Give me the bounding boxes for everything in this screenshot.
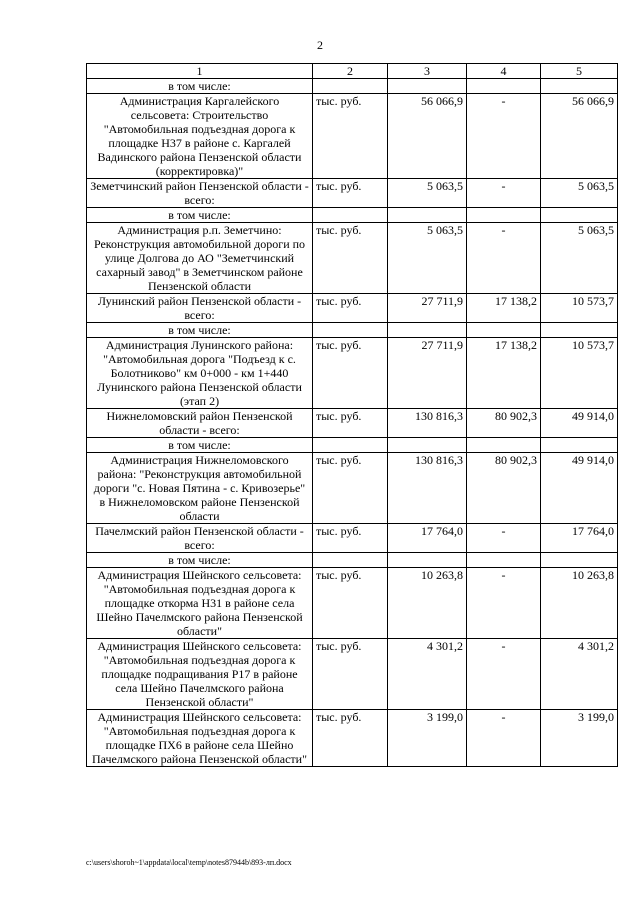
column-header: 4 xyxy=(467,64,541,79)
regional-amount-cell: 5 063,5 xyxy=(541,179,618,208)
subtotal-label-row xyxy=(87,208,618,223)
description-cell: Администрация Нижнеломовского района: "Реконструкция автомобильной дороги "с. Новая Пятина - с. Кривозерье" в Нижнеломовском районе Пензенской области xyxy=(87,453,313,524)
description-cell: Администрация р.п. Земетчино: Реконструкция автомобильной дороги по улице Долгова до АО "Земетчинский сахарный завод" в Земетчинском районе Пензенской области xyxy=(87,223,313,294)
unit-cell: тыс. руб. xyxy=(313,223,388,294)
subtotal-label-row xyxy=(87,79,618,94)
unit-cell: тыс. руб. xyxy=(313,568,388,639)
regional-amount-cell: 4 301,2 xyxy=(541,639,618,710)
description-cell: Администрация Каргалейского сельсовета: Строительство "Автомобильная подъездная дорога к площадке Н37 в районе с. Каргалей Вадинского района Пензенской области (корректировка)" xyxy=(87,94,313,179)
description-cell: Нижнеломовский район Пензенской области - всего: xyxy=(87,409,313,438)
subtotal-label-row xyxy=(87,323,618,338)
empty-cell xyxy=(467,208,541,223)
table-row xyxy=(87,639,618,710)
footer-file-path: c:\users\shoroh~1\appdata\local\temp\notes87944b\893-лп.docx xyxy=(86,858,292,867)
empty-cell xyxy=(388,438,467,453)
unit-cell: тыс. руб. xyxy=(313,453,388,524)
table-row xyxy=(87,223,618,294)
empty-cell xyxy=(313,553,388,568)
description-cell: Администрация Шейнского сельсовета: "Автомобильная подъездная дорога к площадке подращивания Р17 в районе села Шейно Пачелмского района Пензенской области" xyxy=(87,639,313,710)
table-row xyxy=(87,179,618,208)
unit-cell: тыс. руб. xyxy=(313,409,388,438)
unit-cell: тыс. руб. xyxy=(313,94,388,179)
total-amount-cell: 3 199,0 xyxy=(388,710,467,767)
empty-cell xyxy=(388,323,467,338)
federal-amount-cell: 80 902,3 xyxy=(467,409,541,438)
regional-amount-cell: 17 764,0 xyxy=(541,524,618,553)
total-amount-cell: 17 764,0 xyxy=(388,524,467,553)
empty-cell xyxy=(467,438,541,453)
federal-amount-cell: - xyxy=(467,94,541,179)
total-amount-cell: 27 711,9 xyxy=(388,338,467,409)
total-amount-cell: 130 816,3 xyxy=(388,453,467,524)
total-amount-cell: 5 063,5 xyxy=(388,179,467,208)
unit-cell: тыс. руб. xyxy=(313,338,388,409)
regional-amount-cell: 56 066,9 xyxy=(541,94,618,179)
table-row xyxy=(87,94,618,179)
description-cell: Пачелмский район Пензенской области - всего: xyxy=(87,524,313,553)
total-amount-cell: 5 063,5 xyxy=(388,223,467,294)
regional-amount-cell: 49 914,0 xyxy=(541,453,618,524)
empty-cell xyxy=(541,208,618,223)
total-amount-cell: 130 816,3 xyxy=(388,409,467,438)
federal-amount-cell: - xyxy=(467,710,541,767)
empty-cell xyxy=(313,323,388,338)
federal-amount-cell: - xyxy=(467,639,541,710)
table-row xyxy=(87,710,618,767)
including-label: в том числе: xyxy=(87,438,313,453)
table-header-row xyxy=(87,64,618,79)
subtotal-label-row xyxy=(87,438,618,453)
table-row xyxy=(87,453,618,524)
empty-cell xyxy=(467,553,541,568)
federal-amount-cell: - xyxy=(467,179,541,208)
unit-cell: тыс. руб. xyxy=(313,179,388,208)
regional-amount-cell: 3 199,0 xyxy=(541,710,618,767)
including-label: в том числе: xyxy=(87,208,313,223)
federal-amount-cell: - xyxy=(467,223,541,294)
table-row xyxy=(87,294,618,323)
description-cell: Администрация Шейнского сельсовета: "Автомобильная подъездная дорога к площадке ПХ6 в районе села Шейно Пачелмского района Пензенской области" xyxy=(87,710,313,767)
federal-amount-cell: 17 138,2 xyxy=(467,294,541,323)
page-number: 2 xyxy=(317,38,323,52)
total-amount-cell: 4 301,2 xyxy=(388,639,467,710)
empty-cell xyxy=(541,553,618,568)
federal-amount-cell: 80 902,3 xyxy=(467,453,541,524)
regional-amount-cell: 10 573,7 xyxy=(541,338,618,409)
including-label: в том числе: xyxy=(87,323,313,338)
description-cell: Администрация Лунинского района: "Автомобильная дорога "Подъезд к с. Болотниково" км 0+000 - км 1+440 Лунинского района Пензенской области (этап 2) xyxy=(87,338,313,409)
empty-cell xyxy=(313,438,388,453)
subtotal-label-row xyxy=(87,553,618,568)
empty-cell xyxy=(467,79,541,94)
table-row xyxy=(87,338,618,409)
federal-amount-cell: - xyxy=(467,568,541,639)
federal-amount-cell: - xyxy=(467,524,541,553)
column-header: 2 xyxy=(313,64,388,79)
unit-cell: тыс. руб. xyxy=(313,710,388,767)
including-label: в том числе: xyxy=(87,553,313,568)
regional-amount-cell: 10 263,8 xyxy=(541,568,618,639)
empty-cell xyxy=(313,208,388,223)
empty-cell xyxy=(467,323,541,338)
description-cell: Администрация Шейнского сельсовета: "Автомобильная подъездная дорога к площадке откорма Н31 в районе села Шейно Пачелмского района Пензенской области" xyxy=(87,568,313,639)
regional-amount-cell: 5 063,5 xyxy=(541,223,618,294)
empty-cell xyxy=(388,553,467,568)
unit-cell: тыс. руб. xyxy=(313,294,388,323)
empty-cell xyxy=(541,438,618,453)
regional-amount-cell: 49 914,0 xyxy=(541,409,618,438)
column-header: 5 xyxy=(541,64,618,79)
regional-amount-cell: 10 573,7 xyxy=(541,294,618,323)
empty-cell xyxy=(313,79,388,94)
total-amount-cell: 27 711,9 xyxy=(388,294,467,323)
unit-cell: тыс. руб. xyxy=(313,639,388,710)
empty-cell xyxy=(388,208,467,223)
description-cell: Лунинский район Пензенской области - всего: xyxy=(87,294,313,323)
federal-amount-cell: 17 138,2 xyxy=(467,338,541,409)
description-cell: Земетчинский район Пензенской области - всего: xyxy=(87,179,313,208)
empty-cell xyxy=(388,79,467,94)
empty-cell xyxy=(541,323,618,338)
column-header: 1 xyxy=(87,64,313,79)
table-row xyxy=(87,409,618,438)
table-row xyxy=(87,524,618,553)
budget-table xyxy=(86,63,618,767)
table-row xyxy=(87,568,618,639)
empty-cell xyxy=(541,79,618,94)
including-label: в том числе: xyxy=(87,79,313,94)
total-amount-cell: 56 066,9 xyxy=(388,94,467,179)
column-header: 3 xyxy=(388,64,467,79)
total-amount-cell: 10 263,8 xyxy=(388,568,467,639)
unit-cell: тыс. руб. xyxy=(313,524,388,553)
